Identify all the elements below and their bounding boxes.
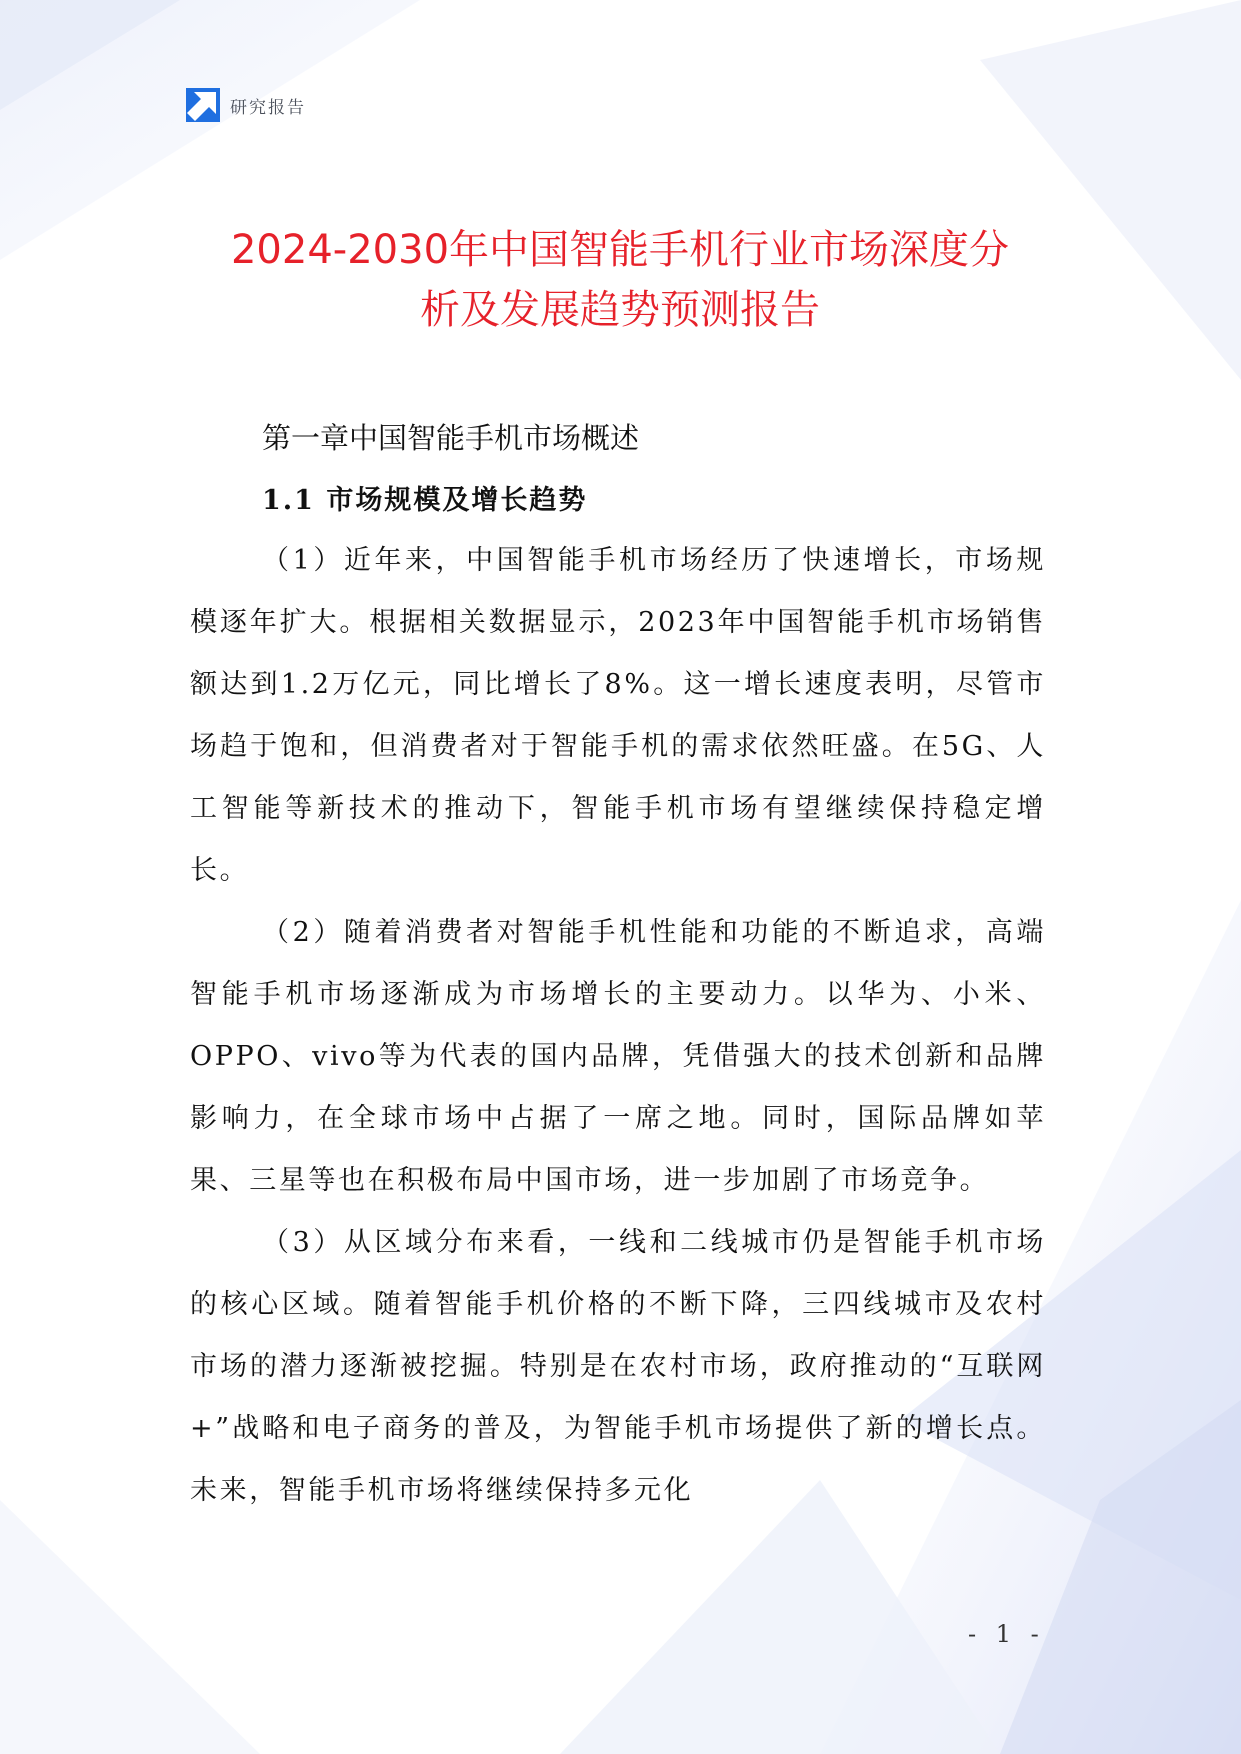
page-header — [186, 88, 306, 122]
header-label: 研究报告 — [230, 97, 306, 118]
title-line-2: 析及发展趋势预测报告 — [420, 287, 820, 333]
section-heading: 1.1 市场规模及增长趋势 — [262, 485, 588, 516]
paragraph-3: （3）从区域分布来看，一线和二线城市仍是智能手机市场的核心区域。随着智能手机价格的不断下降，三四线城市及农村市场的潜力逐渐被挖掘。特别是在农村市场，政府推动的“互联网+”战略和电子商务的普及，为智能手机市场提供了新的增长点。未来，智能手机市场将继续保持多元化 — [190, 1227, 1046, 1506]
paragraph-1: （1）近年来，中国智能手机市场经历了快速增长，市场规模逐年扩大。根据相关数据显示，2023年中国智能手机市场销售额达到1.2万亿元，同比增长了8%。这一增长速度表明，尽管市场趋于饱和，但消费者对于智能手机的需求依然旺盛。在5G、人工智能等新技术的推动下，智能手机市场有望继续保持稳定增长。 — [190, 545, 1046, 886]
arrow-up-right-icon — [186, 88, 220, 122]
document-title — [160, 220, 1080, 340]
page-number: - 1 - — [968, 1620, 1045, 1648]
title-line-1: 2024-2030年中国智能手机行业市场深度分 — [230, 227, 1010, 273]
chapter-heading: 第一章中国智能手机市场概述 — [262, 421, 640, 455]
paragraph-2: （2）随着消费者对智能手机性能和功能的不断追求，高端智能手机市场逐渐成为市场增长的主要动力。以华为、小米、OPPO、vivo等为代表的国内品牌，凭借强大的技术创新和品牌影响力，在全球市场中占据了一席之地。同时，国际品牌如苹果、三星等也在积极布局中国市场，进一步加剧了市场竞争。 — [190, 917, 1046, 1196]
body-text — [190, 530, 1046, 1522]
